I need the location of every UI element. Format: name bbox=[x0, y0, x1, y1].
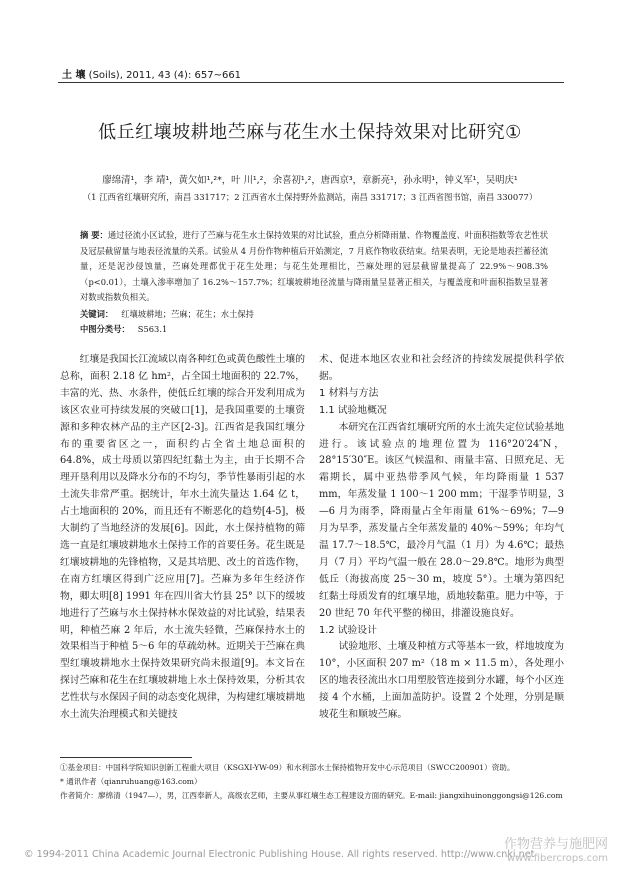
site-paragraph: 本研究在江西省红壤研究所的水土流失定位试验基地进行。该试验点的地理位置为 116°20′24″N，28°15′30″E。该区气候温和、雨量丰富、日照充足、无霜期长，属中亚热带季风气候，年均降雨量 1 537 mm，年蒸发量 1 100～1 200 mm；干湿季节明显，3—6 月为雨季，降雨量占全年雨量 61%～69%；7—9 月为旱季，蒸发量占全年蒸发量的 40%～59%；年均气温 17.7～18.5℃，最冷月气温（1 月）为 4.6℃；最热月（7 月）平均气温一般在 28.0～29.8℃。地形为典型低丘（海拔高度 25～30 m，坡度 5°）。土壤为第四纪红黏土母质发育的红壤旱地，质地较黏重。肥力中等，于 20 世纪 70 年代平整的梯田，排灌设施良好。 bbox=[319, 421, 564, 619]
keywords-text: 红壤坡耕地；苎麻；花生；水土保持 bbox=[121, 309, 254, 319]
footnote-corresponding: * 通讯作者（qianruhuang@163.com） bbox=[60, 777, 202, 786]
keywords bbox=[80, 308, 254, 320]
abstract-text: 通过径流小区试验，进行了苎麻与花生水土保持效果的对比试验，重点分析降雨量、作物覆盖度、叶面积指数等农艺性状及冠层截留量与地表径流量的关系。试验从 4 月份作物种植后开始测定，7 月底作物收获结束。结果表明，无论是地表拦蓄径流量，还是泥沙侵蚀量，苎麻处理都优于花生处理；与花生处理相比，苎麻处理的冠层截留量提高了 22.9%～908.3%（p<0.01），土壤入渗率增加了 16.2%～157.7%；红壤坡耕地径流量与降雨量呈显著正相关，与覆盖度和叶面积指数呈显著对数或指数负相关。 bbox=[80, 230, 549, 303]
classification-code: S563.1 bbox=[137, 324, 168, 334]
watermark-url: www.fibercrops.com bbox=[506, 853, 608, 864]
design-paragraph: 试验地形、土壤及种植方式等基本一致，样地坡度为 10°，小区面积 207 m²（18 m × 11.5 m），各处理小区的地表径流出水口用塑胶管连接到分水罐，每个小区连接 4 个水桶，上面加盖防护。设置 2 个处理，分别是顺坡花生和顺坡苎麻。 bbox=[319, 641, 564, 721]
journal-name: 土 壤 bbox=[62, 70, 86, 81]
classification-label: 中图分类号： bbox=[80, 324, 130, 334]
left-column bbox=[60, 352, 305, 724]
footnote-author-bio: 作者简介：廖绵清（1947—），男，江西奉新人，高级农艺师，主要从事红壤生态工程建设方面的研究。E-mail: jiangxihuinonggongsi@126.com bbox=[60, 791, 563, 800]
intro-continuation: 术、促进本地区农业和社会经济的持续发展提供科学依据。 bbox=[319, 354, 564, 382]
right-column bbox=[319, 352, 564, 724]
watermark-text: 作物营养与施肥网 bbox=[503, 837, 608, 852]
section-heading-materials-methods: 1 材料与方法 bbox=[319, 387, 379, 399]
journal-citation: (Soils), 2011, 43 (4): 657~661 bbox=[88, 70, 242, 81]
subsection-heading-site: 1.1 试验地概况 bbox=[319, 404, 387, 416]
paper-title: 低丘红壤坡耕地苎麻与花生水土保持效果对比研究① bbox=[98, 122, 522, 143]
classification bbox=[80, 323, 167, 335]
affiliations: （1 江西省红壤研究所，南昌 331717；2 江西省水土保持野外监测站，南昌 331717；3 江西省图书馆，南昌 330077） bbox=[82, 192, 538, 202]
keywords-label: 关键词： bbox=[80, 309, 114, 319]
intro-paragraph: 红壤是我国长江流域以南各种红色或黄色酸性土壤的总称，面积 2.18 亿 hm²，占全国土地面积的 22.7%，丰富的光、热、水条件，使低丘红壤的综合开发利用成为该区农业可持续发展的突破口[1]，是我国重要的土壤资源和多种农林产品的主产区[2-3]。江西省是我国红壤分布的重要省区之一，面积约占全省土地总面积的 64.8%，成土母质以第四纪红黏土为主，由于长期不合理开垦利用以及降水分布的不均匀，季节性暴雨引起的水土流失非常严重。据统计，年水土流失量达 1.64 亿 t，占土地面积的 20%，而且还有不断恶化的趋势[4-5]，极大制约了当地经济的发展[6]。因此，水土保持植物的筛选一直是红壤坡耕地水土保持工作的首要任务。花生既是红壤坡耕地的先锋植物，又是其培肥、改土的首选作物，在南方红壤区得到广泛应用[7]。苎麻为多年生经济作物，卿太明[8] 1991 年在四川省大竹县 25° 以下的缓坡地进行了苎麻与水土保持林水保效益的对比试验，结果表明，种植苎麻 2 年后，水土流失轻微，苎麻保持水土的效果相当于种植 5～6 年的草疏幼林。近期关于苎麻在典型红壤坡耕地水土保持效果研究尚未报道[9]。本文旨在探讨苎麻和花生在红壤坡耕地上水土保持效果，分析其农艺性状与水保因子间的动态变化规律，为构建红壤坡耕地水土流失治理模式和关键技 bbox=[60, 354, 305, 721]
watermark bbox=[468, 838, 608, 866]
header-rule bbox=[58, 82, 564, 83]
footnote-rule bbox=[60, 757, 192, 758]
running-header bbox=[62, 66, 241, 81]
footnotes bbox=[60, 761, 564, 803]
author-list: 廖绵清¹，李 靖¹，黄欠如¹,²*，叶 川¹,²，余喜初¹,²，唐西京³，章新亮¹，孙永明¹，钟义军¹，吴明庆¹ bbox=[102, 175, 518, 186]
footnote-funding: ①基金项目：中国科学院知识创新工程重大项目（KSGXI-YW-09）和水利部水土保持植物开发中心示范项目（SWCC200901）资助。 bbox=[60, 763, 515, 772]
copyright-line: © 1994-2011 China Academic Journal Electronic Publishing House. All rights reserved. http://www.cnki.net bbox=[24, 849, 535, 860]
abstract bbox=[80, 228, 548, 306]
subsection-heading-design: 1.2 试验设计 bbox=[319, 624, 377, 636]
abstract-label: 摘 要： bbox=[80, 230, 108, 240]
